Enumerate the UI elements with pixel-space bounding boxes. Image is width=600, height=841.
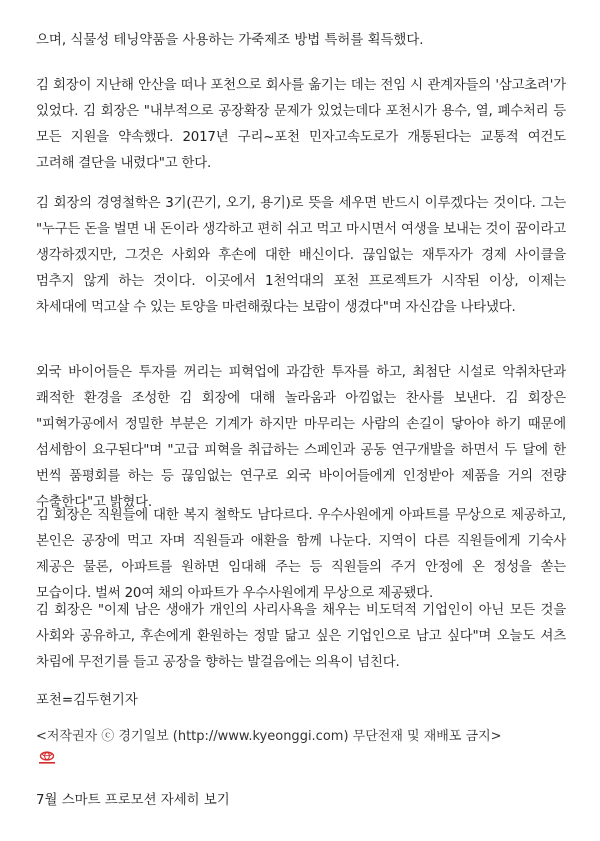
paragraph-relocation: 김 회장이 지난해 안산을 떠나 포천으로 회사를 옮기는 데는 전임 시 관계자들의 '삼고초려'가 있었다. 김 회장은 "내부적으로 공장확장 문제가 있었는데다 포천시가 용수, 열, 폐수처리 등 모든 지원을 약속했다. 2017년 구리~포천 민자고속도로가 개통된다는 교통적 여건도 고려해 결단을 내렸다"고 한다. bbox=[36, 78, 566, 171]
promo-link[interactable]: 7월 스마트 프로모션 자세히 보기 bbox=[36, 793, 230, 808]
paragraph-welfare: 김 회장은 직원들에 대한 복지 철학도 남다르다. 우수사원에게 아파트를 무상으로 제공하고, 본인은 공장에 먹고 자며 직원들과 애환을 함께 나눈다. 지역이 다른 직원들에게 기숙사 제공은 물론, 아파트를 원하면 임대해 주는 등 직원들의 주거 안정에 온 정성을 쏟는 모습이다. 벌써 20여 채의 아파트가 우수사원에게 무상으로 제공됐다. bbox=[36, 508, 566, 601]
paragraph-philosophy: 김 회장의 경영철학은 3기(끈기, 오기, 용기)로 뜻을 세우면 반드시 이루겠다는 것이다. 그는 "누구든 돈을 벌면 내 돈이라 생각하고 편히 쉬고 먹고 마시면서 여생을 보내는 것이 꿈이라고 생각하겠지만, 그것은 사회와 후손에 대한 배신이다. 끊임없는 재투자가 경제 사이클을 멈추지 않게 하는 것이다. 이곳에서 1천억대의 포천 프로젝트가 시작된 이상, 이제는 차세대에 먹고살 수 있는 토양을 마련해줬다는 보람이 생겼다"며 자신감을 나타냈다. bbox=[36, 196, 566, 315]
paragraph-closing: 김 회장은 "이제 남은 생애가 개인의 사리사욕을 채우는 비도덕적 기업인이 아닌 모든 것을 사회와 공유하고, 후손에게 환원하는 정말 닮고 싶은 기업인으로 남고 싶다"며 오늘도 셔츠 차림에 무전기를 들고 공장을 향하는 발걸음에는 의욕이 넘친다. bbox=[36, 603, 566, 670]
paragraph-intro-tail: 으며, 식물성 테닝약품을 사용하는 가죽제조 방법 특허를 획득했다. bbox=[36, 33, 424, 48]
paragraph-buyers: 외국 바이어들은 투자를 꺼리는 피혁업에 과감한 투자를 하고, 최첨단 시설로 악취차단과 쾌적한 환경을 조성한 김 회장에 대해 놀라움과 아낌없는 찬사를 보낸다. 김 회장은 "피혁가공에서 정밀한 부분은 기계가 하지만 마무리는 사람의 손길이 닿아야 하기 때문에 섬세함이 요구된다"며 "고급 피혁을 취급하는 스페인과 공동 연구개발을 하면서 두 달에 한 번씩 품평회를 하는 등 끊임없는 연구로 외국 바이어들에게 인정받아 제품을 거의 전량 수출한다"고 밝혔다. bbox=[36, 365, 566, 510]
toyota-logo-icon[interactable] bbox=[37, 750, 57, 764]
byline: 포천=김두현기자 bbox=[36, 693, 138, 708]
copyright-notice: <저작권자 ⓒ 경기일보 (http://www.kyeonggi.com) 무단전재 및 재배포 금지> bbox=[36, 729, 502, 744]
